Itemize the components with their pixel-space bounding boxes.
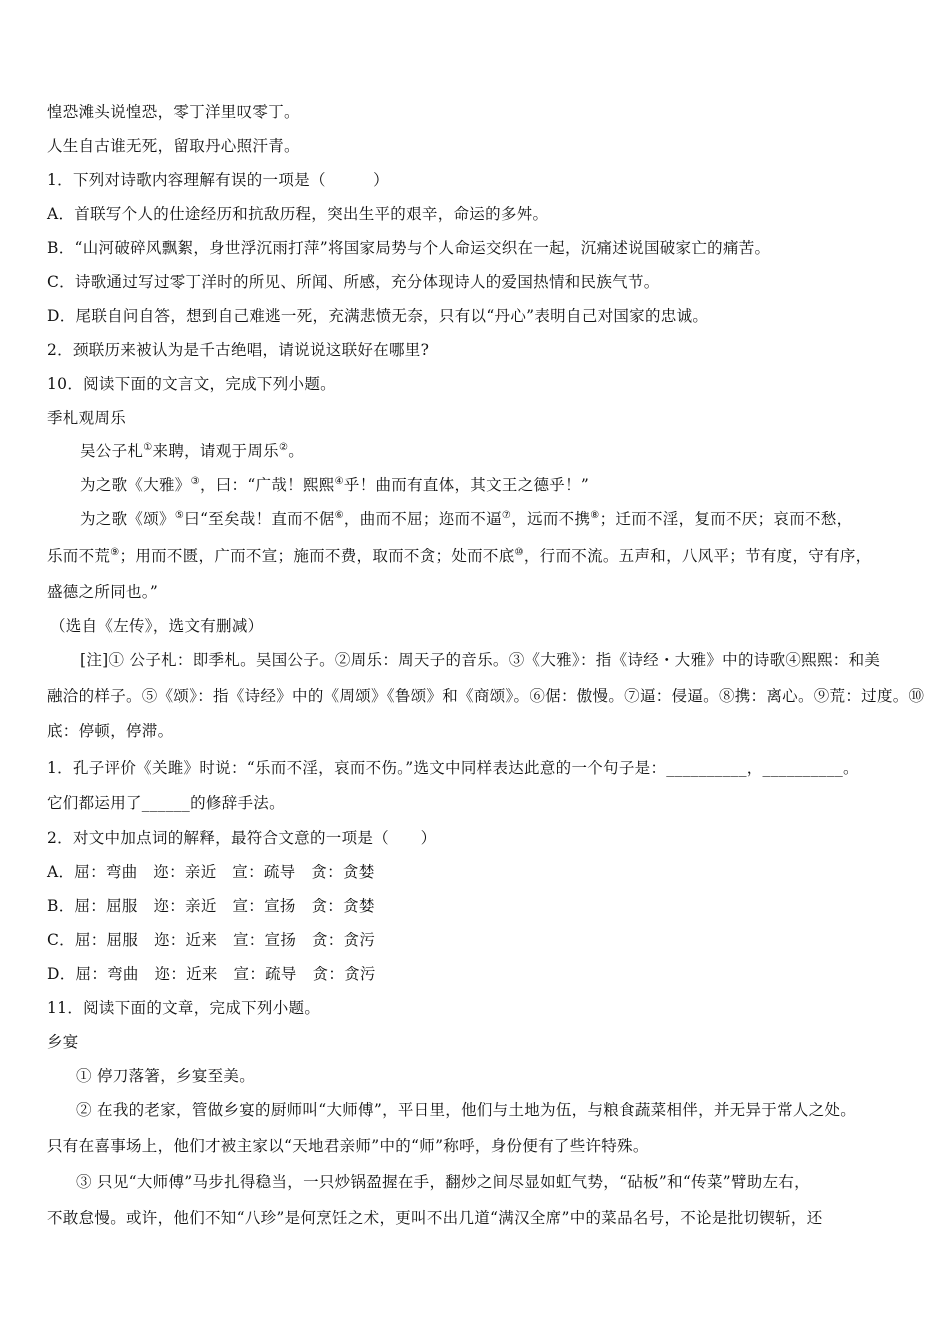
- q9-option-c: C．诗歌通过写过零丁洋时的所见、所闻、所感，充分体现诗人的爱国热情和民族气节。: [47, 273, 660, 291]
- q9-option-a: A．首联写个人的仕途经历和抗敌历程，突出生平的艰辛，命运的多舛。: [47, 205, 549, 223]
- poem-line-2: 人生自古谁无死，留取丹心照汗青。: [47, 137, 300, 155]
- poem-line-1: 惶恐滩头说惶恐，零丁洋里叹零丁。: [47, 103, 300, 121]
- q9-question-1: 1．下列对诗歌内容理解有误的一项是（ ）: [47, 171, 389, 189]
- q9-option-d: D．尾联自问自答，想到自己难逃一死，充满悲愤无奈，只有以“丹心”表明自己对国家的忠诚。: [47, 307, 709, 325]
- q10-passage-para-3-line-2: 乐而不荒⑨；用而不匮，广而不宣；施而不费，取而不贪；处而不底⑩，行而不流。五声和，八风平；节有度，守有序，: [47, 546, 872, 565]
- q10-notes-line-1: [注]① 公子札：即季札。吴国公子。②周乐：周天子的音乐。③《大雅》：指《诗经・大雅》中的诗歌④熙熙：和美: [80, 651, 881, 669]
- q9-question-2: 2．颈联历来被认为是千古绝唱，请说说这联好在哪里?: [47, 341, 430, 359]
- q10-source: （选自《左传》，选文有删减）: [50, 617, 264, 635]
- q11-passage-title: 乡宴: [47, 1033, 79, 1051]
- q10-passage-para-3-line-1: 为之歌《颂》⑤曰“至矣哉！直而不倨⑥，曲而不屈；迩而不逼⑦，远而不携⑧；迁而不淫，复而不厌；哀而不愁，: [80, 509, 853, 528]
- q11-para-1: ① 停刀落箸，乡宴至美。: [76, 1067, 256, 1085]
- q11-para-2-line-1: ② 在我的老家，管做乡宴的厨师叫“大师傅”，平日里，他们与土地为伍，与粮食蔬菜相伴，并无异于常人之处。: [76, 1101, 857, 1119]
- q10-option-d: D．屈：弯曲 迩：近来 宣：疏导 贪：贪污: [47, 965, 376, 983]
- q10-subquestion-2: 2．对文中加点词的解释，最符合文意的一项是（ ）: [47, 829, 437, 847]
- q10-option-a: A．屈：弯曲 迩：亲近 宣：疏导 贪：贪婪: [47, 863, 375, 881]
- q11-intro: 11．阅读下面的文章，完成下列小题。: [47, 999, 321, 1017]
- q11-para-3-line-1: ③ 只见“大师傅”马步扎得稳当，一只炒锅盈握在手，翻炒之间尽显如虹气势，“砧板”和“传菜”臂助左右，: [76, 1173, 810, 1191]
- q11-para-3-line-2: 不敢怠慢。或许，他们不知“八珍”是何烹饪之术，更叫不出几道“满汉全席”中的菜品名号，不论是批切锲斩，还: [47, 1209, 823, 1227]
- q10-subquestion-1: 1．孔子评价《关雎》时说：“乐而不淫，哀而不伤。”选文中同样表达此意的一个句子是：__________，__________。: [47, 759, 859, 777]
- q11-para-2-line-2: 只有在喜事场上，他们才被主家以“天地君亲师”中的“师”称呼，身份便有了些许特殊。: [47, 1137, 649, 1155]
- q10-option-c: C．屈：屈服 迩：近来 宣：宣扬 贪：贪污: [47, 931, 376, 949]
- q10-passage-para-2: 为之歌《大雅》③，曰：“广哉！熙熙④乎！曲而有直体，其文王之德乎！”: [80, 475, 590, 494]
- q10-passage-title: 季札观周乐: [47, 409, 127, 427]
- q10-passage-para-3-line-3: 盛德之所同也。”: [47, 583, 159, 601]
- q9-option-b: B．“山河破碎风飘絮，身世浮沉雨打萍”将国家局势与个人命运交织在一起，沉痛述说国破家亡的痛苦。: [47, 239, 771, 257]
- q10-intro: 10．阅读下面的文言文，完成下列小题。: [47, 375, 336, 393]
- q10-subquestion-1-cont: 它们都运用了______的修辞手法。: [47, 794, 285, 812]
- q10-notes-line-2: 融洽的样子。⑤《颂》：指《诗经》中的《周颂》《鲁颂》和《商颂》。⑥倨：傲慢。⑦逼：侵逼。⑧携：离心。⑨荒：过度。⑩: [47, 687, 925, 705]
- q10-notes-line-3: 底：停顿，停滞。: [47, 722, 174, 740]
- q10-passage-para-1: 吴公子札①来聘，请观于周乐②。: [80, 441, 305, 460]
- q10-option-b: B．屈：屈服 迩：亲近 宣：宣扬 贪：贪婪: [47, 897, 375, 915]
